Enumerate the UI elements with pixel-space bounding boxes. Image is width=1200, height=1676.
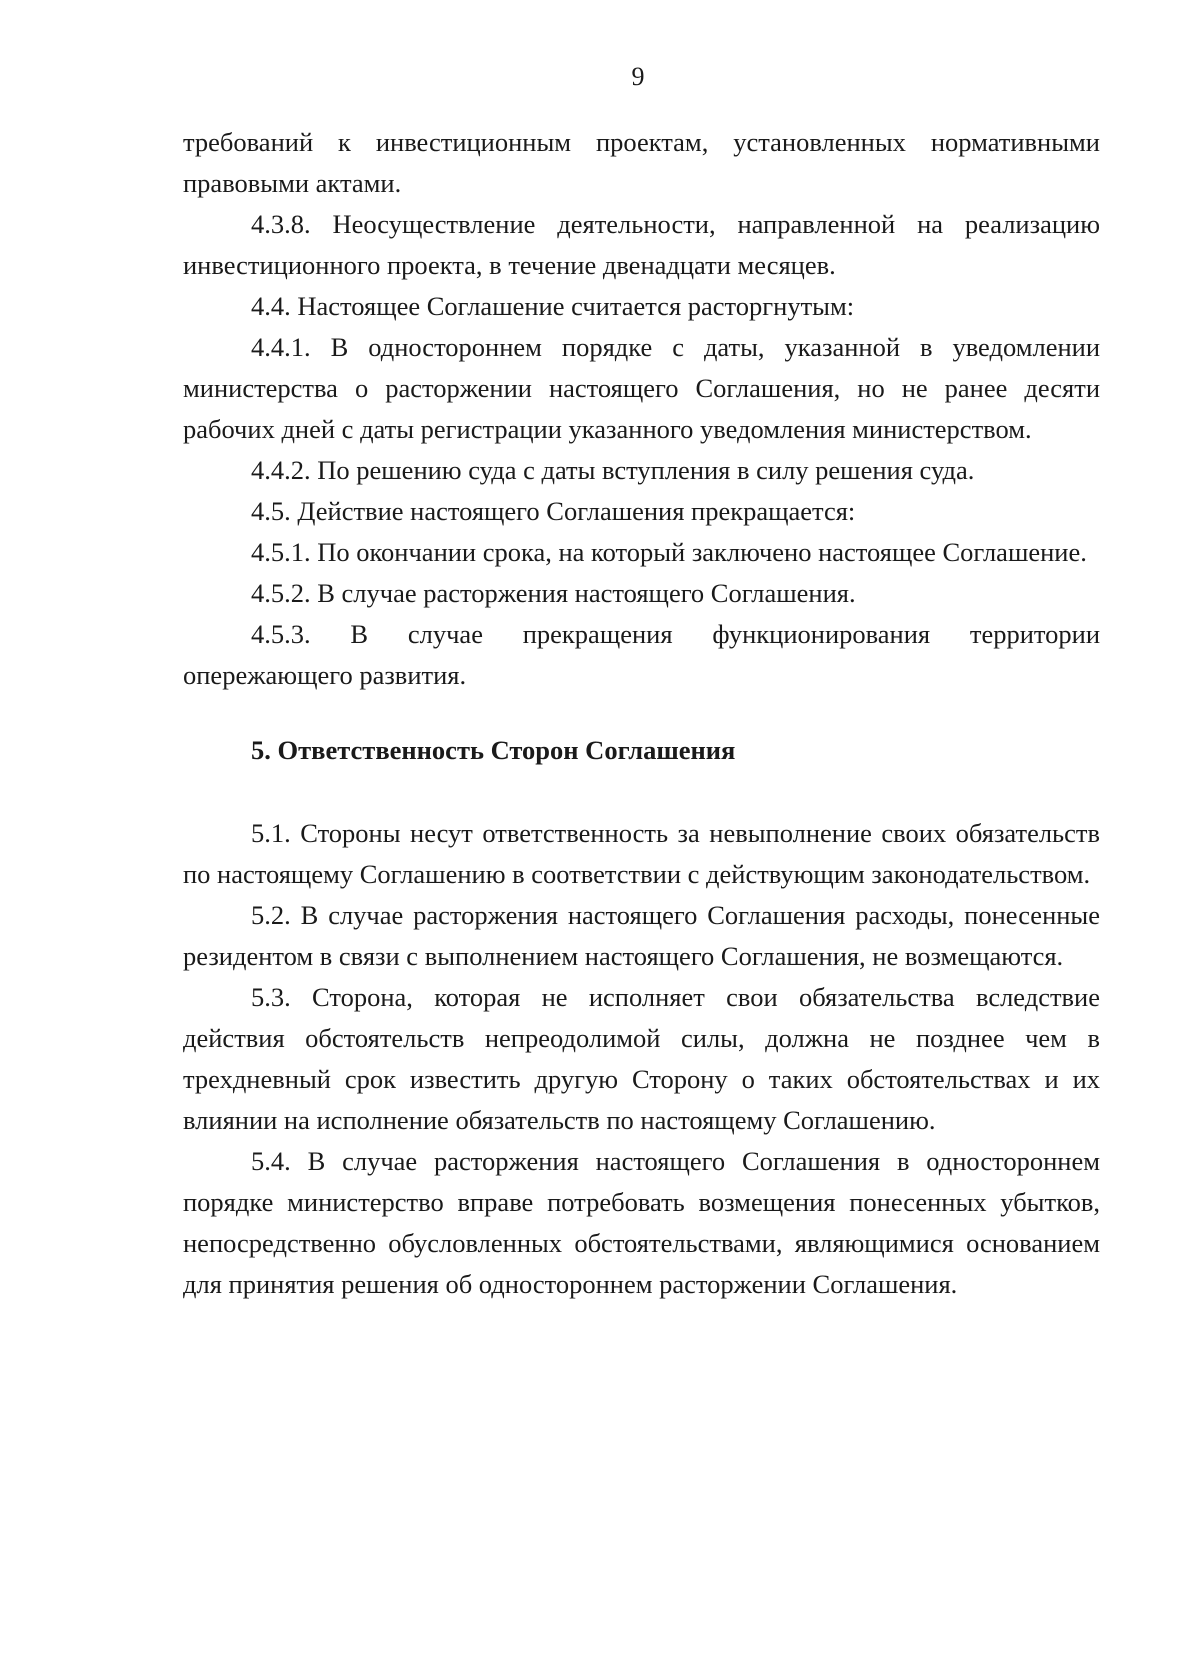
paragraph-4-4: 4.4. Настоящее Соглашение считается расторгнутым: <box>251 291 855 321</box>
paragraph-4-5-1: 4.5.1. По окончании срока, на который заключено настоящее Соглашение. <box>251 537 1087 567</box>
document-body <box>183 122 1100 1305</box>
paragraph-4-4-2: 4.4.2. По решению суда с даты вступления в силу решения суда. <box>251 455 975 485</box>
paragraph-5-2: 5.2. В случае расторжения настоящего Соглашения расходы, понесенные резидентом в связи с выполнением настоящего Соглашения, не возмещаются. <box>183 900 1100 971</box>
paragraph-5-1: 5.1. Стороны несут ответственность за невыполнение своих обязательств по настоящему Соглашению в соответствии с действующим законодательством. <box>183 818 1100 889</box>
paragraph-4-5-2: 4.5.2. В случае расторжения настоящего Соглашения. <box>251 578 856 608</box>
paragraph-continuation: требований к инвестиционным проектам, установленных нормативными правовыми актами. <box>183 127 1100 198</box>
paragraph-5-4: 5.4. В случае расторжения настоящего Соглашения в одностороннем порядке министерство вправе потребовать возмещения понесенных убытков, непосредственно обусловленных обстоятельствами, являющимися основанием для принятия решения об одностороннем расторжении Соглашения. <box>183 1146 1100 1299</box>
paragraph-4-4-1: 4.4.1. В одностороннем порядке с даты, указанной в уведомлении министерства о расторжении настоящего Соглашения, но не ранее десяти рабочих дней с даты регистрации указанного уведомления министерством. <box>183 332 1100 444</box>
paragraph-4-5-3: 4.5.3. В случае прекращения функционирования территории опережающего развития. <box>183 619 1100 690</box>
page-number: 9 <box>631 62 645 91</box>
paragraph-4-3-8: 4.3.8. Неосуществление деятельности, направленной на реализацию инвестиционного проекта, в течение двенадцати месяцев. <box>183 209 1100 280</box>
paragraph-4-5: 4.5. Действие настоящего Соглашения прекращается: <box>251 496 856 526</box>
paragraph-5-3: 5.3. Сторона, которая не исполняет свои обязательства вследствие действия обстоятельств непреодолимой силы, должна не позднее чем в трехдневный срок известить другую Сторону о таких обстоятельствах и их влиянии на исполнение обязательств по настоящему Соглашению. <box>183 982 1100 1135</box>
section-heading: 5. Ответственность Сторон Соглашения <box>251 735 736 765</box>
